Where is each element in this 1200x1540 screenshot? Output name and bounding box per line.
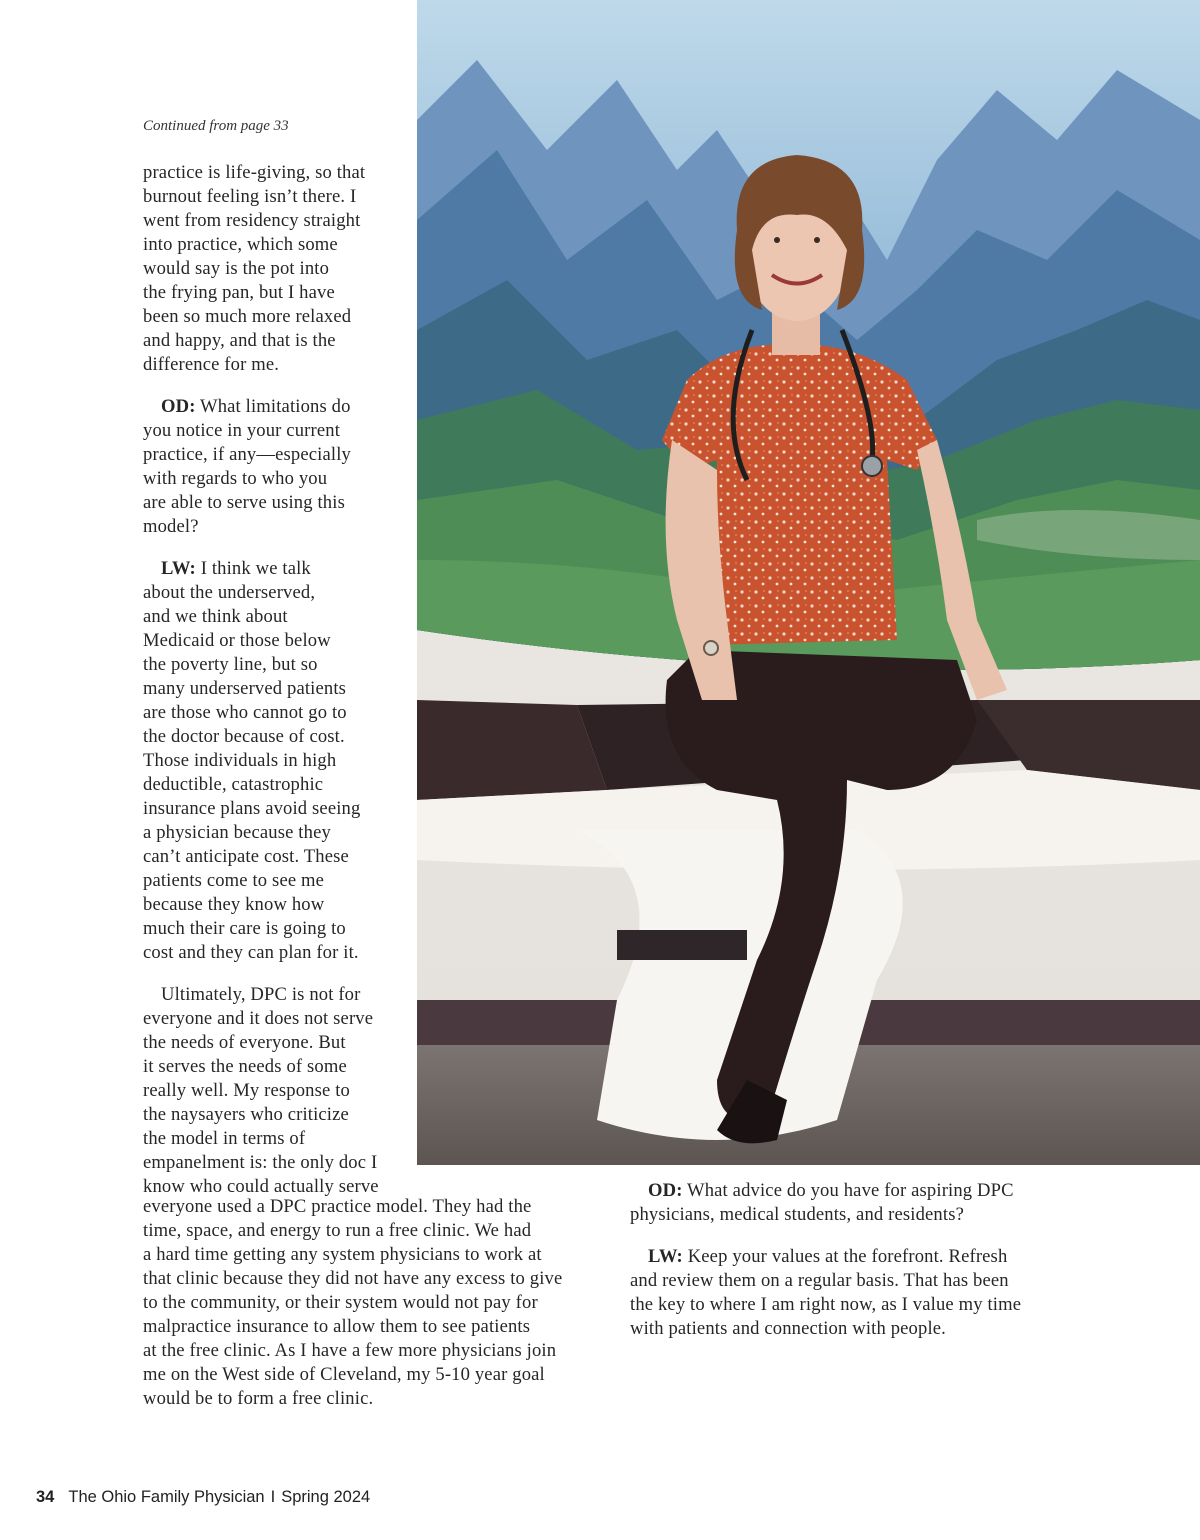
text-line: the doctor because of cost.: [143, 726, 345, 747]
text-line: insurance plans avoid seeing: [143, 798, 361, 819]
text-line: it serves the needs of some: [143, 1056, 347, 1077]
text-line: physicians, medical students, and residents?: [630, 1204, 964, 1225]
text-line: time, space, and energy to run a free clinic. We had: [143, 1220, 532, 1241]
answer-values: [630, 1245, 1090, 1341]
answer-text: I think we talk: [195, 558, 311, 579]
text-line: the model in terms of: [143, 1128, 306, 1149]
text-line: everyone and it does not serve: [143, 1008, 374, 1029]
question-advice: [630, 1179, 1090, 1227]
speaker-od: OD:: [161, 396, 196, 417]
text-line: empanelment is: the only doc I: [143, 1152, 378, 1173]
text-line: would be to form a free clinic.: [143, 1388, 374, 1409]
text-line: to the community, or their system would not pay for: [143, 1292, 538, 1313]
text-line: Medicaid or those below: [143, 630, 331, 651]
text-line: and we think about: [143, 606, 288, 627]
text-line: practice, if any—especially: [143, 444, 351, 465]
text-line: are those who cannot go to: [143, 702, 347, 723]
text-line: a physician because they: [143, 822, 331, 843]
text-line: the frying pan, but I have: [143, 282, 335, 303]
text-line: the naysayers who criticize: [143, 1104, 349, 1125]
page-number: 34: [36, 1488, 55, 1506]
text-line: are able to serve using this: [143, 492, 345, 513]
footer-separator: I: [270, 1488, 276, 1506]
article-right-column: [630, 1179, 1090, 1359]
text-line: the needs of everyone. But: [143, 1032, 346, 1053]
text-line: been so much more relaxed: [143, 306, 352, 327]
text-line: [143, 395, 405, 419]
text-line: many underserved patients: [143, 678, 347, 699]
speaker-od: OD:: [648, 1180, 683, 1201]
text-line: deductible, catastrophic: [143, 774, 324, 795]
question-limitations: [143, 395, 405, 539]
text-line: about the underserved,: [143, 582, 316, 603]
text-line: the key to where I am right now, as I value my time: [630, 1294, 1022, 1315]
text-line: Those individuals in high: [143, 750, 337, 771]
text-line: patients come to see me: [143, 870, 325, 891]
text-line: and happy, and that is the: [143, 330, 336, 351]
speaker-lw: LW:: [648, 1246, 683, 1267]
text-line: cost and they can plan for it.: [143, 942, 359, 963]
text-line: [143, 557, 405, 581]
text-line: model?: [143, 516, 199, 537]
text-line: can’t anticipate cost. These: [143, 846, 349, 867]
text-line: at the free clinic. As I have a few more physicians join: [143, 1340, 557, 1361]
publication-name: The Ohio Family Physician: [68, 1488, 265, 1506]
text-line: that clinic because they did not have any excess to give: [143, 1268, 563, 1289]
text-line: into practice, which some: [143, 234, 338, 255]
text-line: know who could actually serve: [143, 1176, 379, 1197]
continued-from-note: Continued from page 33: [143, 118, 289, 134]
question-text: What advice do you have for aspiring DPC: [682, 1180, 1014, 1201]
text-line: burnout feeling isn’t there. I: [143, 186, 357, 207]
article-left-column: [143, 161, 405, 1217]
text-line: with patients and connection with people.: [630, 1318, 946, 1339]
text-line: went from residency straight: [143, 210, 361, 231]
paragraph-ultimately: [143, 983, 405, 1199]
text-line: much their care is going to: [143, 918, 346, 939]
text-line: the poverty line, but so: [143, 654, 318, 675]
text-line: you notice in your current: [143, 420, 341, 441]
article-bottom-column: [143, 1195, 603, 1429]
text-line: because they know how: [143, 894, 325, 915]
text-line: [630, 1245, 1090, 1269]
answer-underserved: [143, 557, 405, 965]
physician-photo: [417, 0, 1200, 1165]
speaker-lw: LW:: [161, 558, 196, 579]
text-line: a hard time getting any system physicians to work at: [143, 1244, 542, 1265]
text-line: and review them on a regular basis. That has been: [630, 1270, 1009, 1291]
photo-illustration: [417, 0, 1200, 1165]
page-footer: [36, 1488, 370, 1507]
text-line: really well. My response to: [143, 1080, 350, 1101]
issue-date: Spring 2024: [281, 1488, 371, 1506]
text-line: [630, 1179, 1090, 1203]
text-line: difference for me.: [143, 354, 280, 375]
text-line: Ultimately, DPC is not for: [161, 984, 361, 1005]
answer-text: Keep your values at the forefront. Refresh: [682, 1246, 1008, 1267]
text-line: everyone used a DPC practice model. They had the: [143, 1196, 532, 1217]
text-line: me on the West side of Cleveland, my 5-10 year goal: [143, 1364, 545, 1385]
question-text: What limitations do: [195, 396, 351, 417]
text-line: practice is life-giving, so that: [143, 162, 366, 183]
text-line: with regards to who you: [143, 468, 328, 489]
paragraph-free-clinic: [143, 1195, 603, 1411]
paragraph-practice: [143, 161, 405, 377]
text-line: malpractice insurance to allow them to see patients: [143, 1316, 531, 1337]
text-line: would say is the pot into: [143, 258, 330, 279]
